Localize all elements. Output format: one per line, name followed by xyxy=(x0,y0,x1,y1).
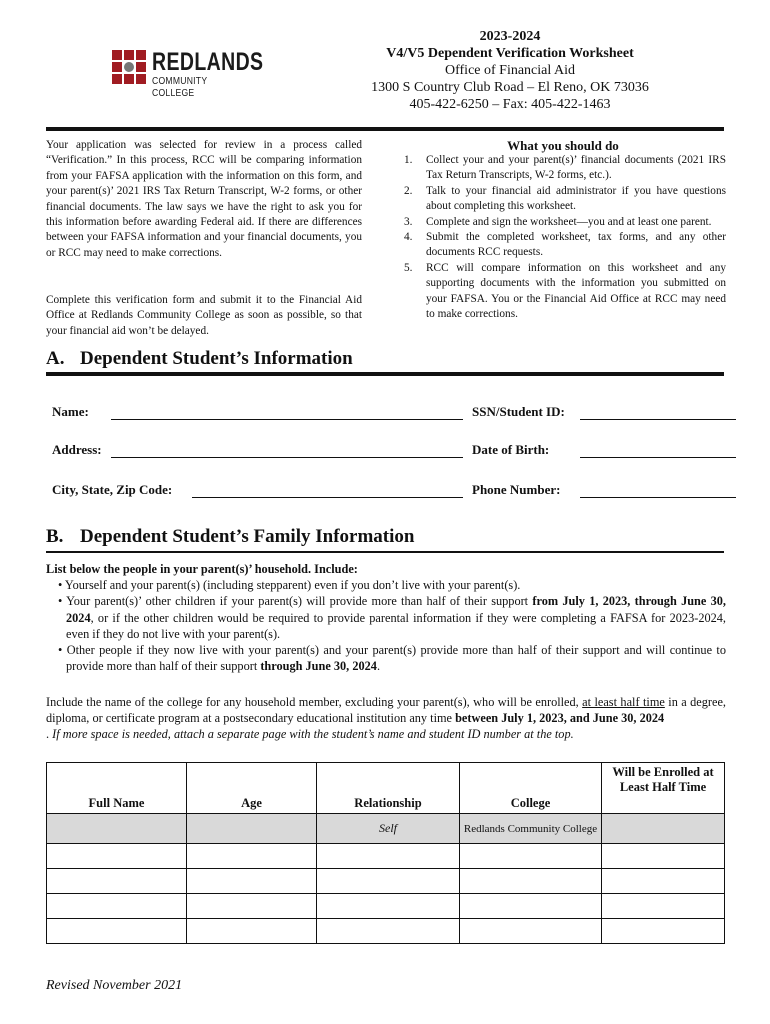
list-item: 4. Submit the completed worksheet, tax forms, and any other documents RCC requests. xyxy=(404,231,726,259)
self-name-cell[interactable] xyxy=(47,814,187,844)
age-cell[interactable] xyxy=(187,844,317,869)
table-row xyxy=(47,869,725,894)
household-bullet: • Other people if they now live with your parent(s) and your parent(s) provide more than half of their support and will continue to provide more than half of their support through June 30, 2024. xyxy=(58,643,726,674)
enrolled-cell[interactable] xyxy=(602,894,725,919)
college-cell[interactable] xyxy=(460,894,602,919)
ssn-field[interactable] xyxy=(580,419,736,420)
enrolled-cell[interactable] xyxy=(602,919,725,944)
phone-field[interactable] xyxy=(580,497,736,498)
household-instructions xyxy=(46,561,726,674)
name-cell[interactable] xyxy=(47,919,187,944)
relationship-cell[interactable] xyxy=(317,844,460,869)
name-label: Name: xyxy=(52,404,89,419)
list-item: 5. RCC will compare information on this worksheet and any supporting documents with the information you submitted on your FAFSA. You or the Financial Aid Office at RCC may need to make corrections. xyxy=(404,261,726,321)
list-item: 3. Complete and sign the worksheet—you and at least one parent. xyxy=(404,215,712,228)
relationship-cell[interactable] xyxy=(317,894,460,919)
name-field[interactable] xyxy=(111,419,463,420)
age-cell[interactable] xyxy=(187,894,317,919)
intro-submit-paragraph: Complete this verification form and submit it to the Financial Aid Office at Redlands Community College as soon as possible, so that your financial aid won’t be delayed. xyxy=(46,294,362,337)
section-a-divider xyxy=(46,372,724,376)
name-cell[interactable] xyxy=(47,844,187,869)
list-item: 2. Talk to your financial aid administrator if you have questions about completing this worksheet. xyxy=(404,184,726,213)
header-divider xyxy=(46,127,724,131)
college-enrollment-note: Include the name of the college for any household member, excluding your parent(s), who will be enrolled, at least half time in a degree, diploma, or certificate program at a postsecondary educational institution any time between July 1, 2023, and June 30, 2024 . If more space is needed, attach a separate page with the student’s name and student ID number at the top. xyxy=(46,695,726,742)
enrolled-cell[interactable] xyxy=(602,844,725,869)
col-full-name: Full Name xyxy=(47,763,187,814)
what-you-should-do-list xyxy=(404,153,726,322)
logo-subtitle: COMMUNITY COLLEGE xyxy=(152,75,208,99)
table-row-self xyxy=(47,814,725,844)
table-row xyxy=(47,894,725,919)
col-enrolled: Will be Enrolled at Least Half Time xyxy=(602,763,725,814)
section-b-heading: B. Dependent Student’s Family Information xyxy=(46,526,415,547)
logo-wordmark: REDLANDS xyxy=(152,48,264,76)
household-bullet: • Your parent(s)’ other children if your parent(s) will provide more than half of their support from July 1, 2023, through June 30, 2024, or if the other children would be required to provide parental information if they were completing a FAFSA for 2023-2024, even if they do not live with your parent(s). xyxy=(58,594,726,641)
enrolled-cell[interactable] xyxy=(602,869,725,894)
table-row xyxy=(47,919,725,944)
college-logo xyxy=(112,48,264,99)
household-lead: List below the people in your parent(s)’ household. Include: xyxy=(46,562,358,576)
college-cell[interactable] xyxy=(460,919,602,944)
college-cell[interactable] xyxy=(460,844,602,869)
self-relationship-cell: Self xyxy=(317,814,460,844)
col-college: College xyxy=(460,763,602,814)
age-cell[interactable] xyxy=(187,919,317,944)
section-a-heading: A. Dependent Student’s Information xyxy=(46,348,353,369)
office-phone: 405-422-6250 – Fax: 405-422-1463 xyxy=(409,97,611,112)
form-title: V4/V5 Dependent Verification Worksheet xyxy=(386,46,634,61)
age-cell[interactable] xyxy=(187,869,317,894)
city-field[interactable] xyxy=(192,497,463,498)
dob-label: Date of Birth: xyxy=(472,442,550,457)
city-label: City, State, Zip Code: xyxy=(52,482,173,497)
revision-date: Revised November 2021 xyxy=(46,978,183,993)
name-cell[interactable] xyxy=(47,869,187,894)
what-you-should-do-title: What you should do xyxy=(507,138,619,153)
office-address: 1300 S Country Club Road – El Reno, OK 73036 xyxy=(371,80,649,95)
table-row xyxy=(47,844,725,869)
name-cell[interactable] xyxy=(47,894,187,919)
relationship-cell[interactable] xyxy=(317,919,460,944)
self-age-cell[interactable] xyxy=(187,814,317,844)
office-name: Office of Financial Aid xyxy=(445,63,575,78)
address-label: Address: xyxy=(52,442,102,457)
phone-label: Phone Number: xyxy=(472,482,561,497)
college-cell[interactable] xyxy=(460,869,602,894)
form-year: 2023-2024 xyxy=(479,29,541,44)
relationship-cell[interactable] xyxy=(317,869,460,894)
intro-paragraph: Your application was selected for review in a process called “Verification.” In this process, RCC will be comparing information from your FAFSA application with the information on this form, and your parent(s)’ 2021 IRS Tax Return Transcript, W-2 forms, or other financial documents. The law says we have the right to ask you for this information before awarding Federal aid. If there are differences between your FAFSA information and your financial documents, you or RCC may need to make corrections. xyxy=(46,139,362,259)
col-relationship: Relationship xyxy=(317,763,460,814)
self-enrolled-cell[interactable] xyxy=(602,814,725,844)
dob-field[interactable] xyxy=(580,457,736,458)
table-header-row xyxy=(47,763,725,814)
household-bullet: • Yourself and your parent(s) (including stepparent) even if you don’t live with your parent(s). xyxy=(58,578,521,593)
list-item: 1. Collect your and your parent(s)’ financial documents (2021 IRS Tax Return Transcripts, W-2 forms, etc.). xyxy=(404,154,726,182)
section-b-divider xyxy=(46,551,724,553)
self-college-cell: Redlands Community College xyxy=(460,814,602,844)
col-age: Age xyxy=(187,763,317,814)
header-block xyxy=(340,28,680,113)
household-table xyxy=(46,762,725,944)
address-field[interactable] xyxy=(111,457,463,458)
logo-mark-icon xyxy=(112,50,148,86)
ssn-label: SSN/Student ID: xyxy=(472,404,565,419)
